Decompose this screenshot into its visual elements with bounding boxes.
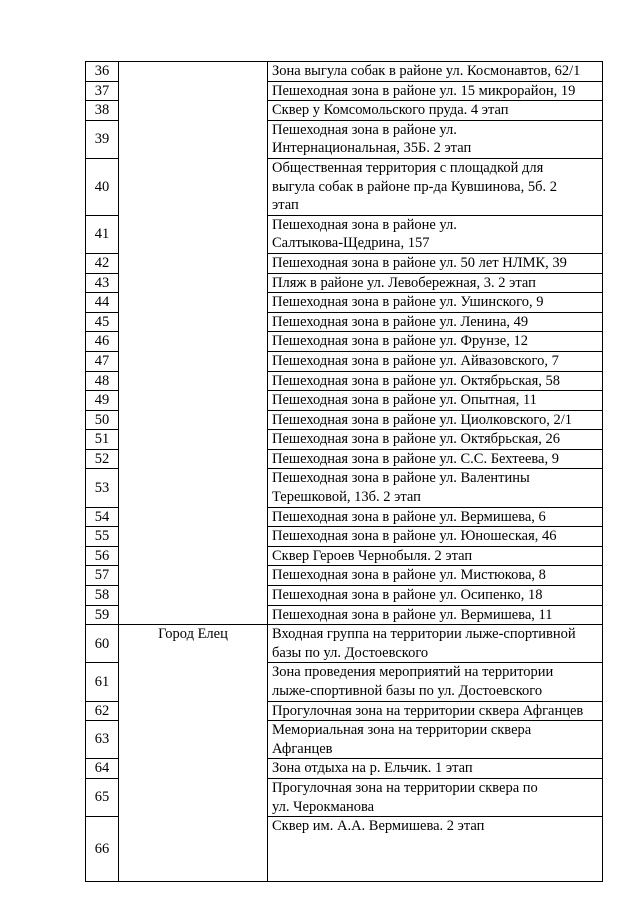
row-number: 54 [86,507,119,527]
row-number: 55 [86,527,119,547]
object-description: Пешеходная зона в районе ул. Валентины Терешковой, 13б. 2 этап [268,469,603,507]
row-number: 36 [86,62,119,82]
row-number: 49 [86,391,119,411]
object-description: Пешеходная зона в районе ул. С.С. Бехтеева, 9 [268,449,603,469]
row-number: 40 [86,158,119,215]
row-number: 57 [86,566,119,586]
table-row [86,62,603,82]
row-number: 45 [86,312,119,332]
object-description: Пешеходная зона в районе ул. Опытная, 11 [268,391,603,411]
object-description: Пешеходная зона в районе ул. Ушинского, 9 [268,293,603,313]
row-number: 62 [86,701,119,721]
object-description: Пешеходная зона в районе ул. Ленина, 49 [268,312,603,332]
object-description: Общественная территория с площадкой для выгула собак в районе пр-да Кувшинова, 5б. 2 этап [268,158,603,215]
row-number: 51 [86,430,119,450]
object-description: Прогулочная зона на территории сквера по ул. Черокманова [268,778,603,816]
city-cell: Город Елец [119,625,268,882]
object-description: Входная группа на территории лыже-спортивной базы по ул. Достоевского [268,625,603,663]
row-number: 47 [86,351,119,371]
row-number: 46 [86,332,119,352]
object-description: Пешеходная зона в районе ул. 15 микрорайон, 19 [268,81,603,101]
object-description: Пешеходная зона в районе ул. Вермишева, 6 [268,507,603,527]
object-description: Зона выгула собак в районе ул. Космонавтов, 62/1 [268,62,603,82]
object-description: Пешеходная зона в районе ул. Октябрьская, 58 [268,371,603,391]
object-description: Пешеходная зона в районе ул. Осипенко, 18 [268,586,603,606]
object-description: Пешеходная зона в районе ул. Октябрьская, 26 [268,430,603,450]
row-number: 64 [86,759,119,779]
object-description: Зона проведения мероприятий на территории лыже-спортивной базы по ул. Достоевского [268,663,603,701]
row-number: 63 [86,721,119,759]
row-number: 56 [86,546,119,566]
object-description: Пешеходная зона в районе ул. Циолковского, 2/1 [268,410,603,430]
object-description: Пешеходная зона в районе ул. Фрунзе, 12 [268,332,603,352]
row-number: 53 [86,469,119,507]
object-description: Пешеходная зона в районе ул. Интернациональная, 35Б. 2 этап [268,120,603,158]
row-number: 43 [86,273,119,293]
object-description: Пешеходная зона в районе ул. Юношеская, 46 [268,527,603,547]
row-number: 37 [86,81,119,101]
object-description: Пешеходная зона в районе ул. Вермишева, 11 [268,605,603,625]
object-description: Пешеходная зона в районе ул. Айвазовского, 7 [268,351,603,371]
row-number: 66 [86,817,119,882]
row-number: 39 [86,120,119,158]
object-description: Пешеходная зона в районе ул. 50 лет НЛМК, 39 [268,253,603,273]
row-number: 41 [86,215,119,253]
table-row [86,625,603,663]
object-description: Пешеходная зона в районе ул. Салтыкова-Щедрина, 157 [268,215,603,253]
row-number: 58 [86,586,119,606]
object-description: Мемориальная зона на территории сквера Афганцев [268,721,603,759]
row-number: 61 [86,663,119,701]
row-number: 48 [86,371,119,391]
object-description: Пляж в районе ул. Левобережная, 3. 2 этап [268,273,603,293]
object-description: Сквер им. А.А. Вермишева. 2 этап [268,817,603,882]
object-description: Сквер Героев Чернобыля. 2 этап [268,546,603,566]
row-number: 50 [86,410,119,430]
table-body [86,62,603,882]
object-description: Пешеходная зона в районе ул. Мистюкова, 8 [268,566,603,586]
row-number: 42 [86,253,119,273]
city-cell [119,62,268,625]
row-number: 65 [86,778,119,816]
document-table [85,61,603,882]
row-number: 44 [86,293,119,313]
object-description: Прогулочная зона на территории сквера Афганцев [268,701,603,721]
row-number: 60 [86,625,119,663]
row-number: 59 [86,605,119,625]
row-number: 38 [86,101,119,121]
object-description: Сквер у Комсомольского пруда. 4 этап [268,101,603,121]
row-number: 52 [86,449,119,469]
object-description: Зона отдыха на р. Ельчик. 1 этап [268,759,603,779]
